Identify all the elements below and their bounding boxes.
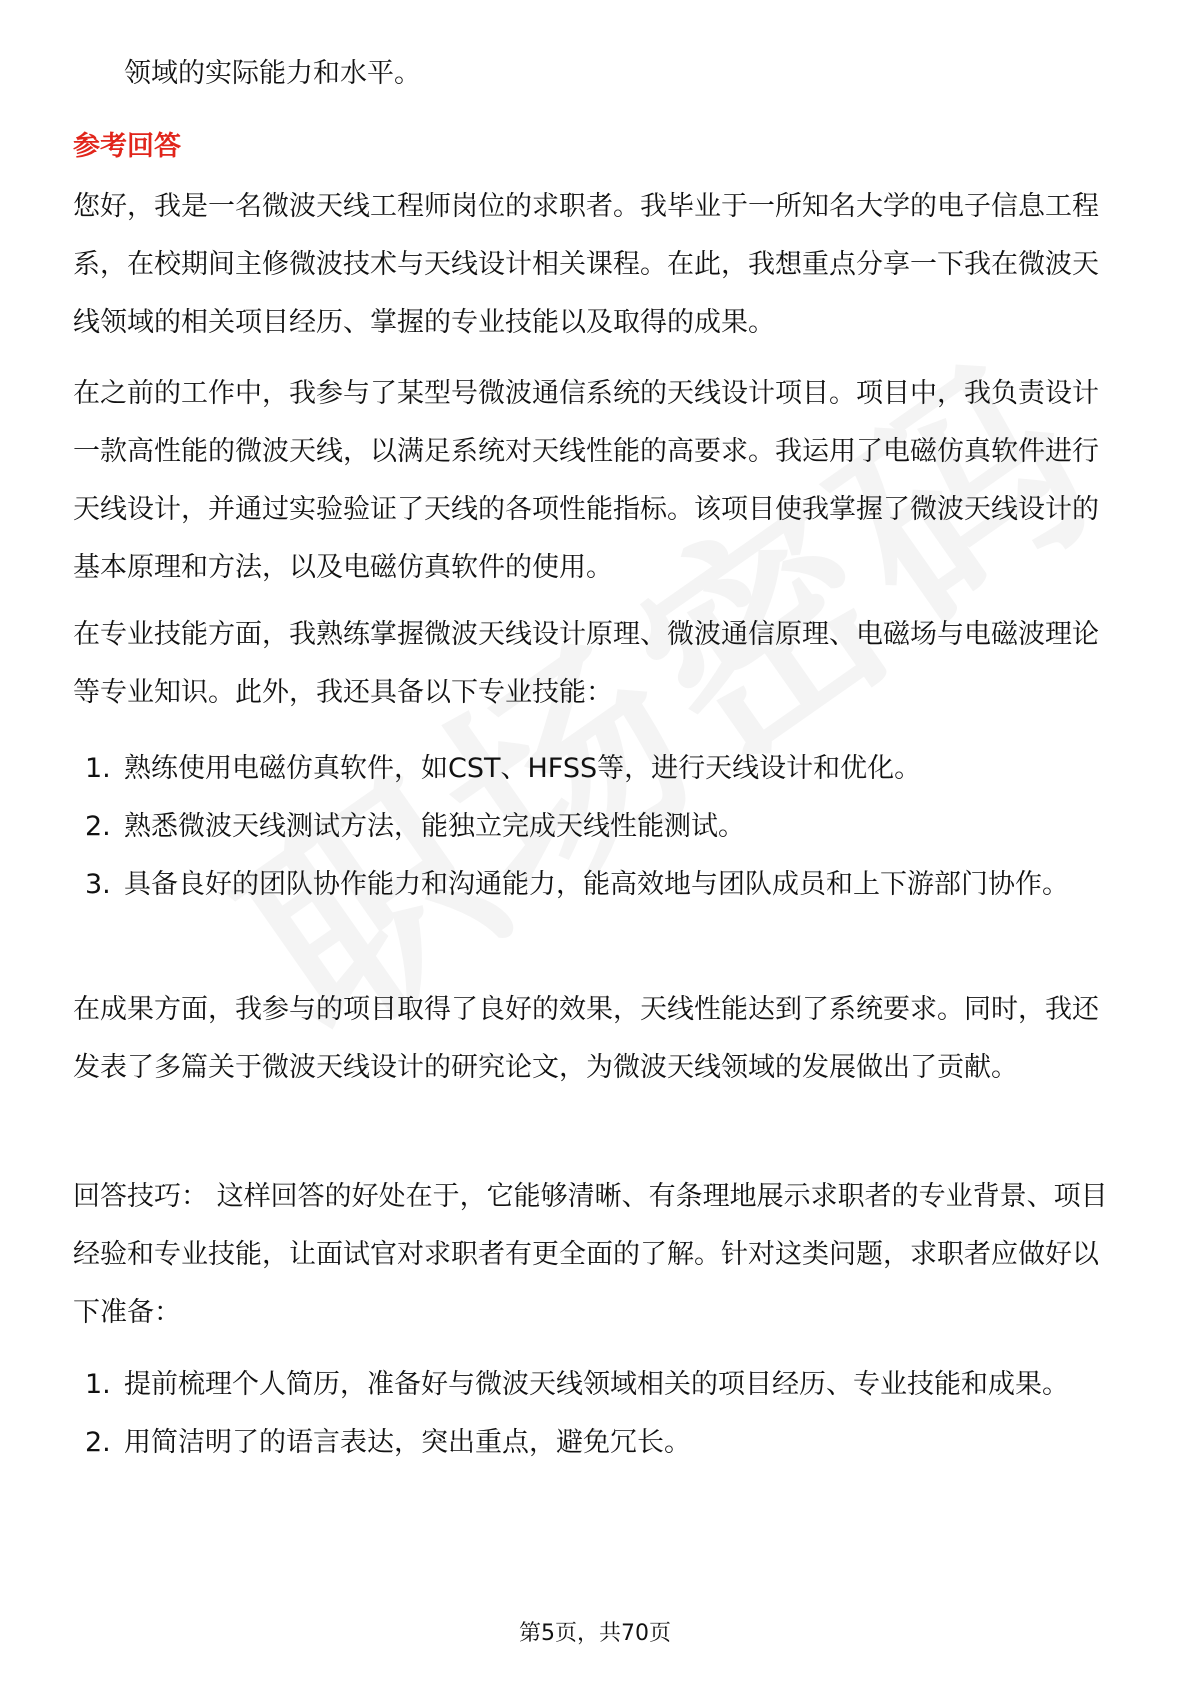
list-item-text: 熟练使用电磁仿真软件，如CST、HFSS等，进行天线设计和优化。 [124, 753, 922, 784]
list-number: 2. [85, 811, 111, 842]
list-item-text: 提前梳理个人简历，准备好与微波天线领域相关的项目经历、专业技能和成果。 [124, 1369, 1069, 1400]
results-paragraph: 在成果方面，我参与的项目取得了良好的效果，天线性能达到了系统要求。同时，我还发表了多篇关于微波天线设计的研究论文，为微波天线领域的发展做出了贡献。 [73, 994, 1099, 1083]
list-number: 2. [85, 1427, 111, 1458]
intro-paragraph: 您好，我是一名微波天线工程师岗位的求职者。我毕业于一所知名大学的电子信息工程系，在校期间主修微波技术与天线设计相关课程。在此，我想重点分享一下我在微波天线领域的相关项目经历、掌握的专业技能以及取得的成果。 [73, 191, 1099, 338]
continued-text: 领域的实际能力和水平。 [124, 58, 421, 89]
list-item-text: 具备良好的团队协作能力和沟通能力，能高效地与团队成员和上下游部门协作。 [124, 869, 1069, 900]
list-item [73, 1414, 1118, 1472]
list-item [73, 798, 1118, 856]
list-item-text: 用简洁明了的语言表达，突出重点，避免冗长。 [124, 1427, 691, 1458]
tips-paragraph: 回答技巧： 这样回答的好处在于，它能够清晰、有条理地展示求职者的专业背景、项目经验和专业技能，让面试官对求职者有更全面的了解。针对这类问题，求职者应做好以下准备： [73, 1181, 1108, 1328]
project-paragraph: 在之前的工作中，我参与了某型号微波通信系统的天线设计项目。项目中，我负责设计一款高性能的微波天线，以满足系统对天线性能的高要求。我运用了电磁仿真软件进行天线设计，并通过实验验证了天线的各项性能指标。该项目使我掌握了微波天线设计的基本原理和方法，以及电磁仿真软件的使用。 [73, 378, 1099, 583]
skills-list [73, 740, 1118, 914]
list-item-text: 熟悉微波天线测试方法，能独立完成天线性能测试。 [124, 811, 745, 842]
list-item [73, 1356, 1118, 1414]
list-item [73, 740, 1118, 798]
skills-paragraph: 在专业技能方面，我熟练掌握微波天线设计原理、微波通信原理、电磁场与电磁波理论等专业知识。此外，我还具备以下专业技能： [73, 619, 1099, 708]
section-title: 参考回答 [73, 131, 181, 162]
page-footer: 第5页，共70页 [519, 1621, 671, 1646]
list-number: 3. [85, 869, 111, 900]
list-item [73, 856, 1118, 914]
list-number: 1. [85, 753, 111, 784]
list-number: 1. [85, 1369, 111, 1400]
prep-list [73, 1356, 1118, 1472]
